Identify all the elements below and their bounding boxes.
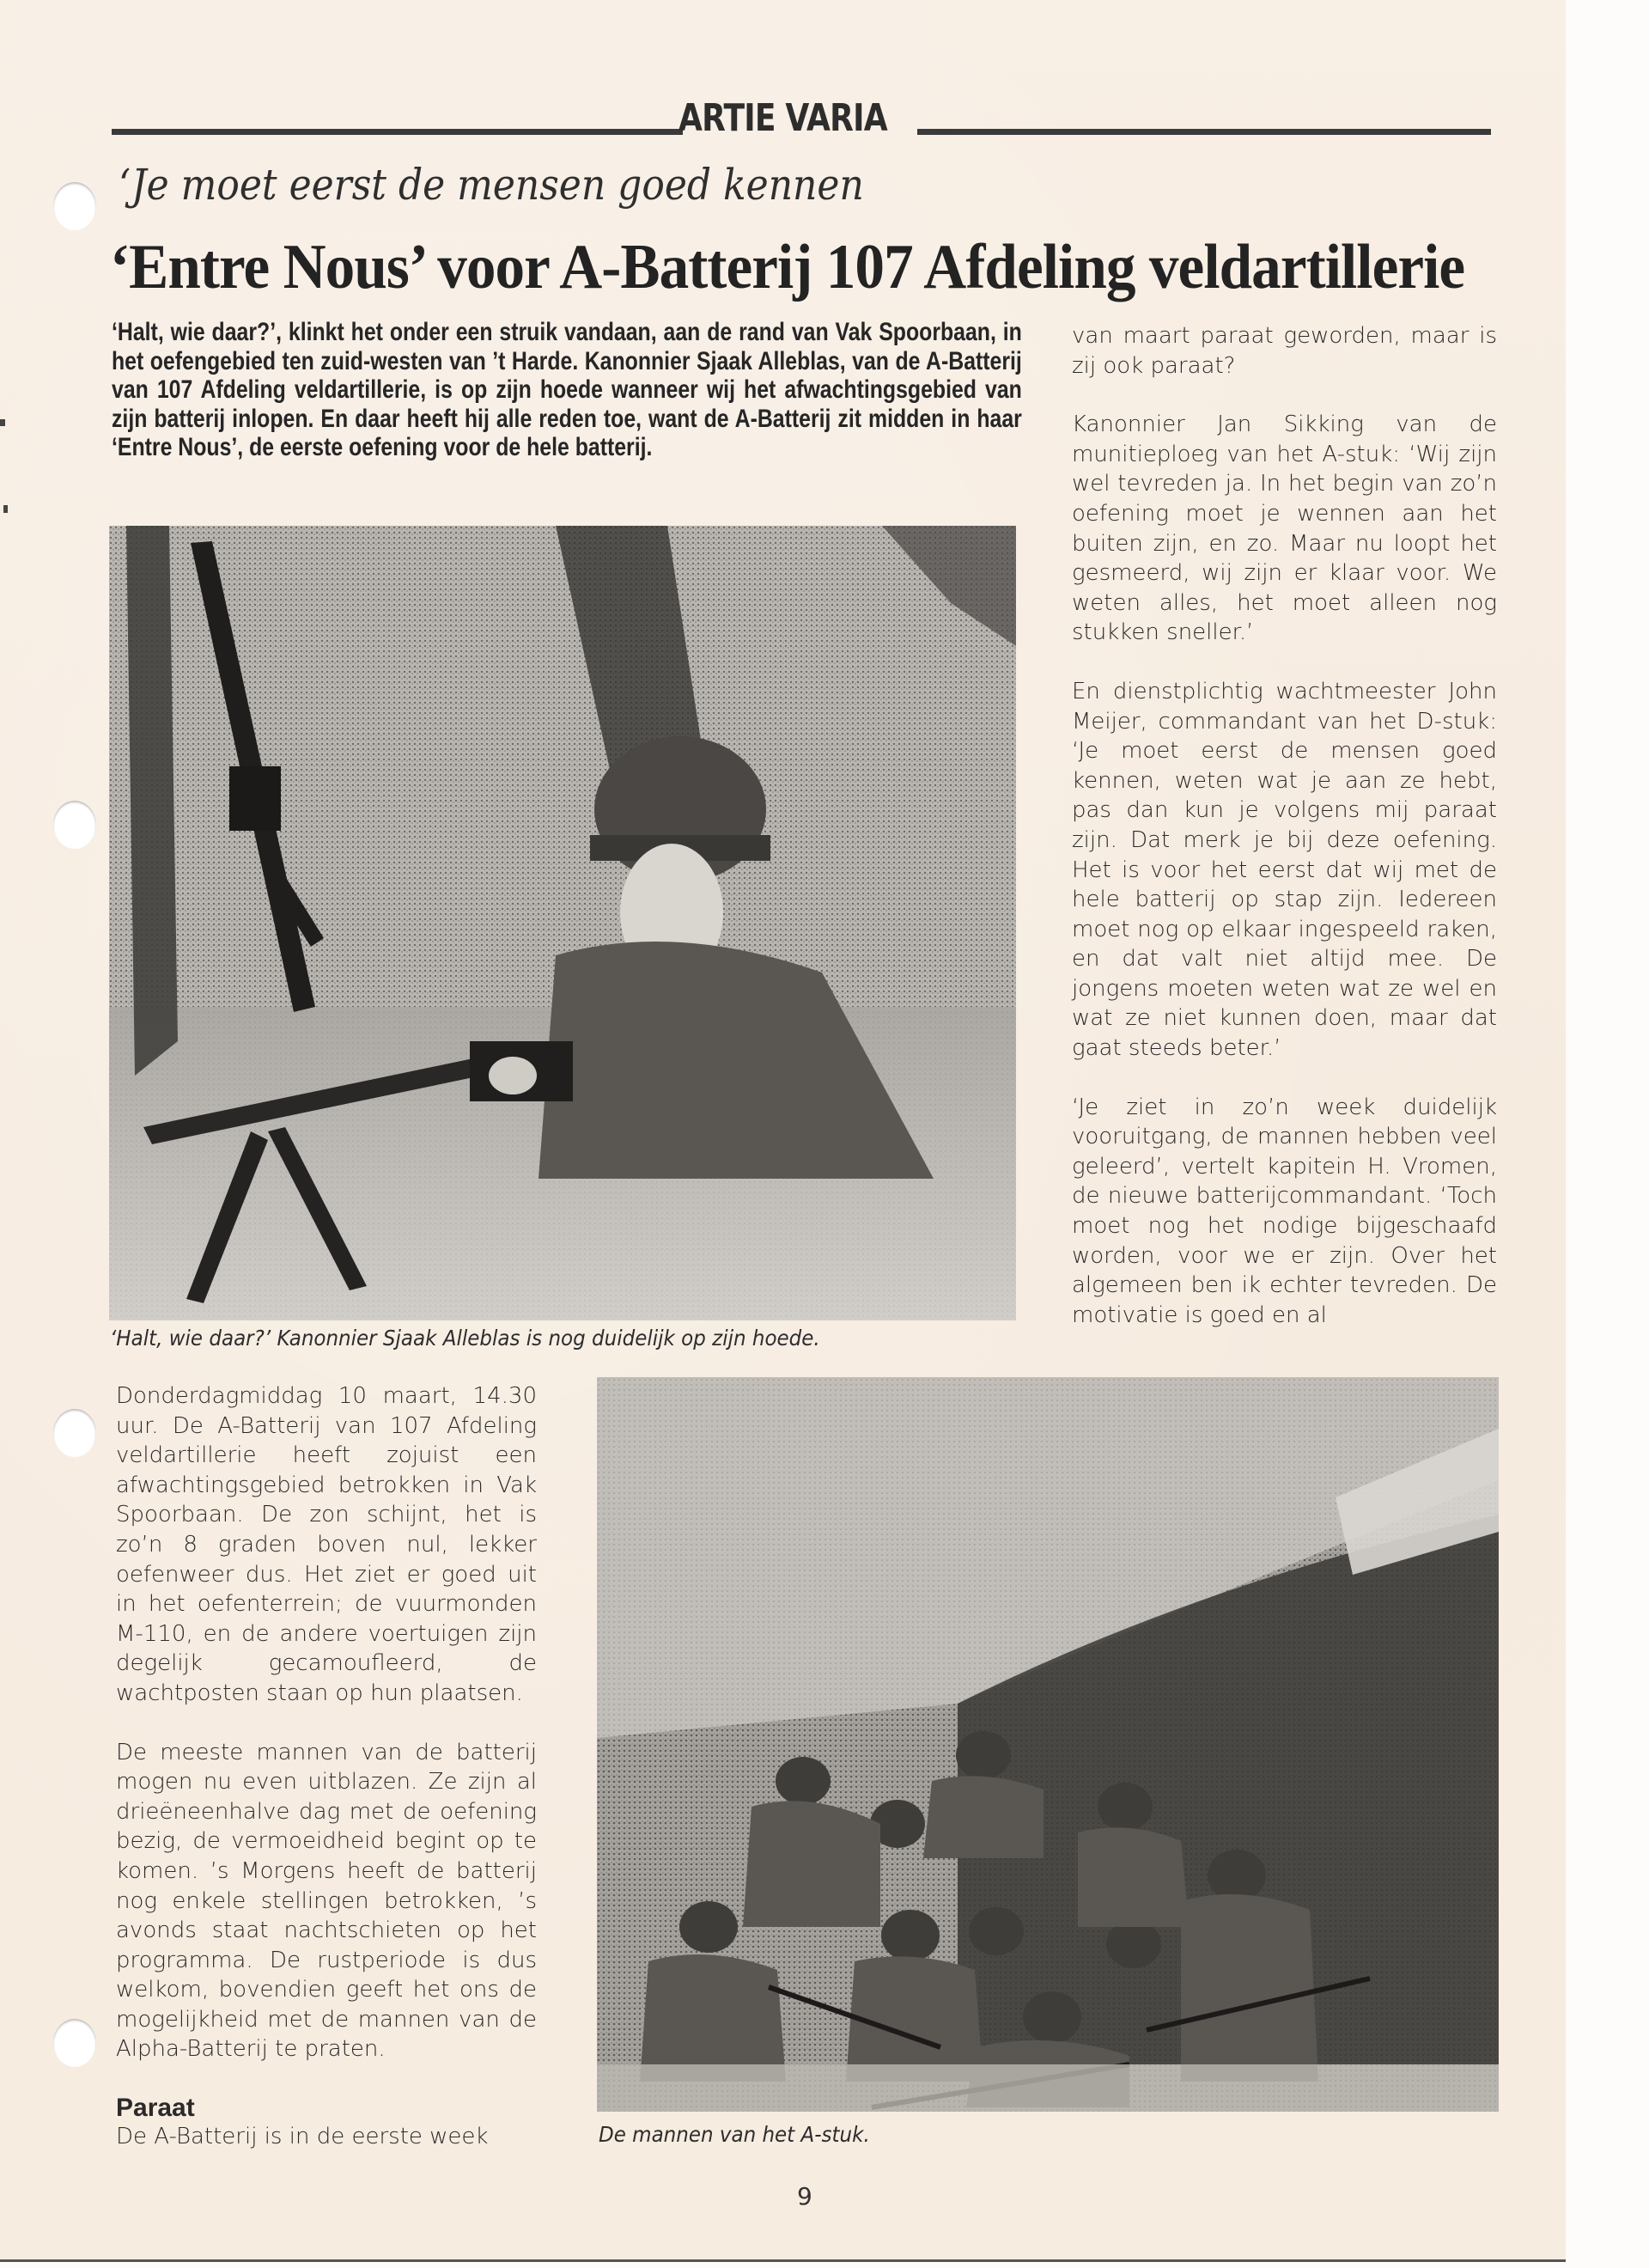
photo-machine-gunner: [109, 526, 1016, 1320]
article-kicker: ‘Je moet eerst de mensen goed kennen: [119, 160, 864, 210]
article-headline: ‘Entre Nous’ voor A-Batterij 107 Afdeling veldartillerie: [110, 232, 1465, 302]
body-paragraph: Kanonnier Jan Sikking van de munitieploeg van het A-stuk: ‘Wij zijn wel tevreden ja. In het begin van zo’n oefening moet je wennen aan het buiten zijn, en zo. Maar nu loopt het gesmeerd, wij zijn er klaar voor. We weten alles, het moet alleen nog stukken sneller.’: [1072, 412, 1497, 646]
body-paragraph: De A-Batterij is in de eerste week: [116, 2124, 489, 2150]
binder-hole: [53, 2019, 96, 2067]
lead-paragraph: ‘Halt, wie daar?’, klinkt het onder een struik vandaan, aan de rand van Vak Spoorbaan, in het oefengebied ten zuid-westen van ’t Harde. Kanonnier Sjaak Alleblas, van de A-Batterij van 107 Afdeling veldartillerie, is op zijn hoede wanneer wij het afwachtingsgebied van zijn batterij inlopen. En daar heeft hij alle reden toe, want de A-Batterij zit midden in haar ‘Entre Nous’, de eerste oefening voor de hele batterij.: [112, 318, 1022, 461]
binder-hole: [53, 1409, 96, 1457]
photo-machine-gunner-illustration: [109, 526, 1016, 1320]
photo-caption: ‘Halt, wie daar?’ Kanonnier Sjaak Alleblas is nog duidelijk op zijn hoede.: [110, 1326, 820, 1350]
left-column: [116, 1381, 537, 2152]
page-number: 9: [797, 2182, 812, 2210]
scan-speck: [3, 505, 8, 513]
section-label: ARTIE VARIA: [678, 96, 887, 140]
body-paragraph: En dienstplichtig wachtmeester John Meijer, commandant van het D-stuk: ‘Je moet eerst de mensen goed kennen, weten wat je aan ze hebt, pas dan kun je volgens mij paraat zijn. Dat merk je bij deze oefening. Het is voor het eerst dat wij met de hele batterij op stap zijn. Iedereen moet nog op elkaar ingespeeld raken, en dat valt niet altijd mee. De jongens moeten weten wat ze wel en wat ze niet kunnen doen, maar dat gaat steeds beter.’: [1072, 678, 1497, 1062]
header-rule-left: [112, 129, 683, 135]
body-paragraph: De meeste mannen van de batterij mogen nu even uitblazen. Ze zijn al drieëneenhalve dag met de oefening bezig, de vermoeidheid begint op te komen. ’s Morgens heeft de batterij nog enkele stellingen betrokken, ’s avonds staat nachtschieten op het programma. De rustperiode is dus welkom, bovendien geeft het ons de mogelijkheid met de mannen van de Alpha-Batterij te praten.: [116, 1739, 537, 2063]
photo-group-of-soldiers: [597, 1377, 1499, 2112]
photo-caption: De mannen van het A-stuk.: [599, 2122, 870, 2147]
binder-hole: [53, 182, 96, 230]
right-column: [1072, 321, 1497, 1330]
body-paragraph: van maart paraat geworden, maar is zij ook paraat?: [1072, 323, 1497, 379]
photo-group-of-soldiers-illustration: [597, 1377, 1499, 2112]
body-paragraph: Donderdagmiddag 10 maart, 14.30 uur. De A-Batterij van 107 Afdeling veldartillerie heeft zojuist een afwachtingsgebied betrokken in Vak Spoorbaan. De zon schijnt, het is zo’n 8 graden boven nul, lekker oefenweer dus. Het ziet er goed uit in het oefenterrein; de vuurmonden M-110, en de andere voertuigen zijn degelijk gecamoufleerd, de wachtposten staan op hun plaatsen.: [116, 1383, 537, 1706]
header-rule-right: [917, 129, 1491, 135]
scan-speck: [0, 419, 5, 426]
binder-hole: [53, 801, 96, 849]
body-paragraph: ‘Je ziet in zo’n week duidelijk vooruitgang, de mannen hebben veel geleerd’, vertelt kapitein H. Vromen, de nieuwe batterijcommandant. ‘Toch moet nog het nodige bijgeschaafd worden, voor we er zijn. Over het algemeen ben ik echter tevreden. De motivatie is goed en al: [1072, 1094, 1497, 1328]
subheading: Paraat: [116, 2094, 195, 2123]
